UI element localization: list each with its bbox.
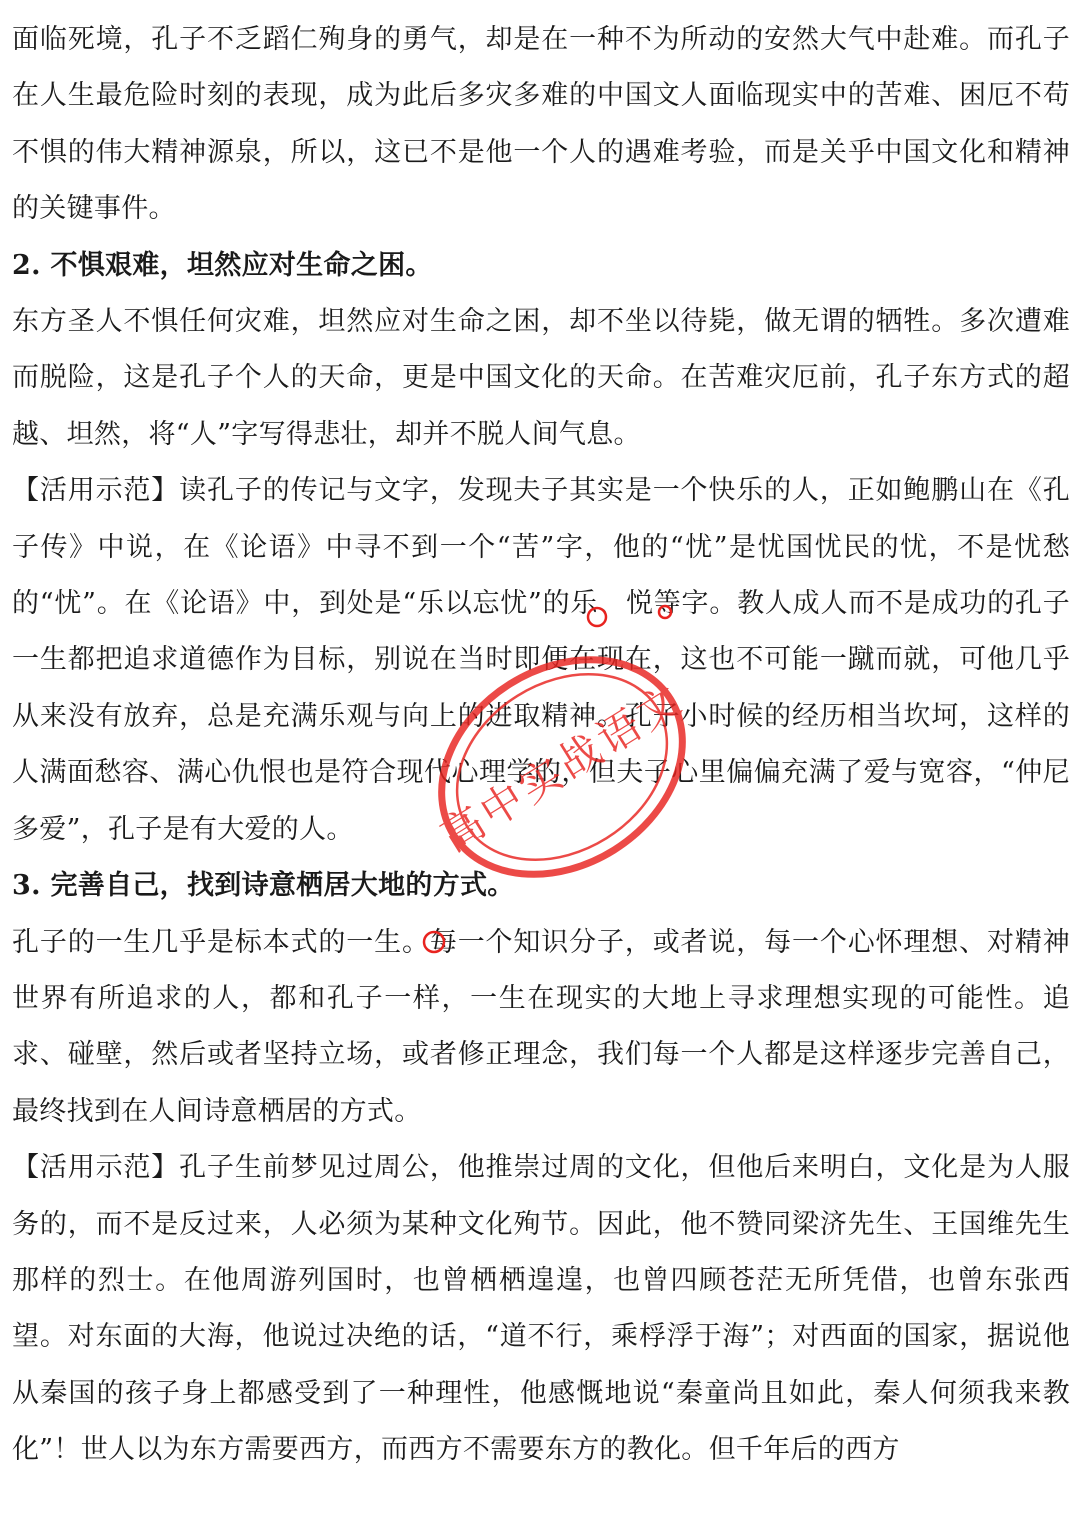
paragraph-example-1: 【活用示范】读孔子的传记与文字，发现夫子其实是一个快乐的人，正如鲍鹏山在《孔子传》中说，在《论语》中寻不到一个“苦”字，他的“忧”是忧国忧民的忧，不是忧愁的“忧”。在《论语》中，到处是“乐以忘忧”的乐、悦等字。教人成人而不是成功的孔子一生都把追求道德作为目标，别说在当时即便在现在，这也不可能一蹴而就，可他几乎从来没有放弃，总是充满乐观与向上的进取精神。孔子小时候的经历相当坎坷，这样的人满面愁容、满心仇恨也是符合现代心理学的，但夫子心里偏偏充满了爱与宽容，“仲尼多爱”，孔子是有大爱的人。 xyxy=(12,475,1070,845)
section-heading-2: 2. 不惧艰难，坦然应对生命之困。 xyxy=(12,249,433,281)
stamp-text: 高中实战语文 xyxy=(432,673,693,862)
paragraph-3: 孔子的一生几乎是标本式的一生。每一个知识分子，或者说，每一个心怀理想、对精神世界有所追求的人，都和孔子一样，一生在现实的大地上寻求理想实现的可能性。追求、碰壁，然后或者坚持立场，或者修正理念，我们每一个人都是这样逐步完善自己，最终找到在人间诗意栖居的方式。 xyxy=(12,926,1070,1127)
paragraph-1: 面临死境，孔子不乏蹈仁殉身的勇气，却是在一种不为所动的安然大气中赴难。而孔子在人生最危险时刻的表现，成为此后多灾多难的中国文人面临现实中的苦难、困厄不苟不惧的伟大精神源泉，所以，这已不是他一个人的遇难考验，而是关乎中国文化和精神的关键事件。 xyxy=(12,24,1070,225)
document-page xyxy=(12,12,1070,1479)
paragraph-example-2: 【活用示范】孔子生前梦见过周公，他推崇过周的文化，但他后来明白，文化是为人服务的，而不是反过来，人必须为某种文化殉节。因此，他不赞同梁济先生、王国维先生那样的烈士。在他周游列国时，也曾栖栖遑遑，也曾四顾苍茫无所凭借，也曾东张西望。对东面的大海，他说过决绝的话，“道不行，乘桴浮于海”；对西面的国家，据说他从秦国的孩子身上都感受到了一种理性，他感慨地说“秦童尚且如此，秦人何须我来教化”！世人以为东方需要西方，而西方不需要东方的教化。但千年后的西方 xyxy=(12,1152,1070,1466)
section-heading-3: 3. 完善自己，找到诗意栖居大地的方式。 xyxy=(12,870,515,902)
paragraph-2: 东方圣人不惧任何灾难，坦然应对生命之困，却不坐以待毙，做无谓的牺牲。多次遭难而脱险，这是孔子个人的天命，更是中国文化的天命。在苦难灾厄前，孔子东方式的超越、坦然，将“人”字写得悲壮，却并不脱人间气息。 xyxy=(12,306,1070,450)
